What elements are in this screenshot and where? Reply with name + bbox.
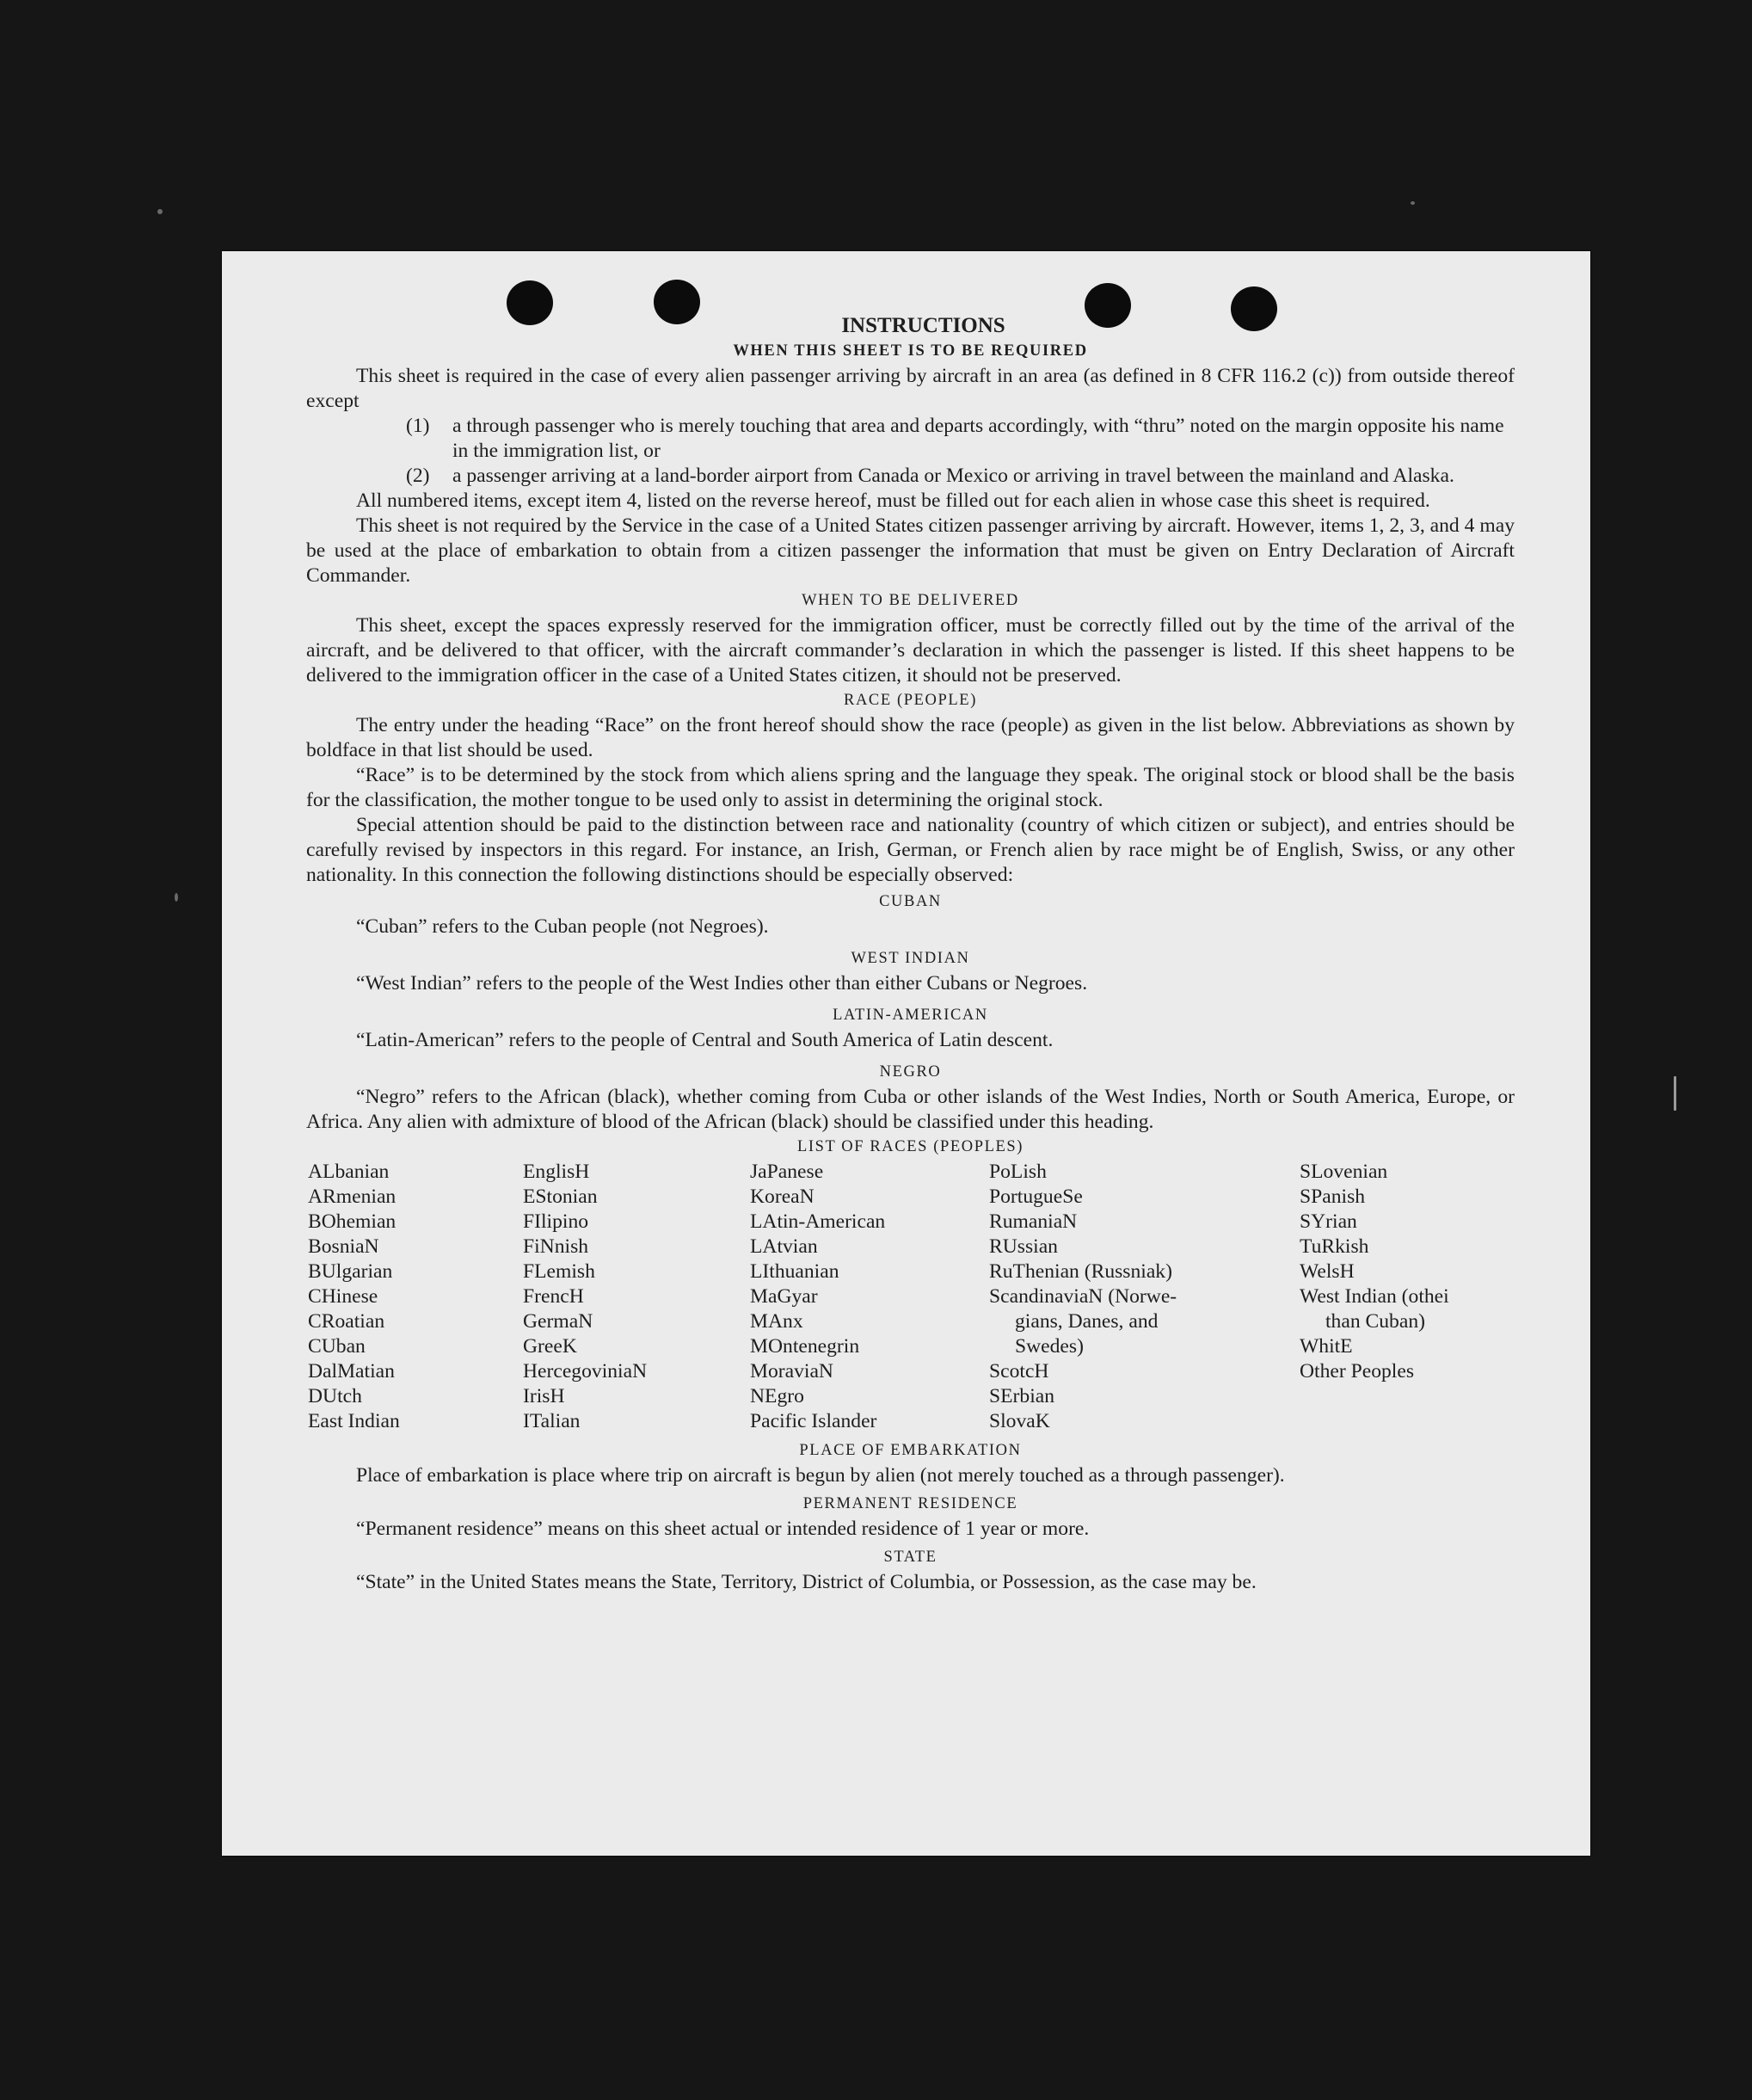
- race-entry: SlovaK: [989, 1410, 1050, 1432]
- race-list: [306, 1160, 1515, 1438]
- paragraph-race-definition: “Race” is to be determined by the stock from which aliens spring and the language they speak. The original stock or blood shall be the basis for the classification, the mother tongue to be used only to assist in determining the original stock.: [306, 764, 1515, 811]
- section-heading-when-required: WHEN THIS SHEET IS TO BE REQUIRED: [733, 342, 1088, 360]
- section-heading-residence: PERMANENT RESIDENCE: [802, 1495, 1018, 1512]
- section-heading-cuban: CUBAN: [879, 893, 942, 910]
- race-entry: ITalian: [523, 1410, 581, 1432]
- race-entry: FiNnish: [523, 1235, 589, 1258]
- race-entry: FIlipino: [523, 1210, 589, 1233]
- race-entry: West Indian (othei: [1300, 1285, 1449, 1308]
- exception-item-1: [306, 414, 1515, 464]
- race-entry: SLovenian: [1300, 1161, 1388, 1183]
- scan-speck: [175, 893, 178, 902]
- paragraph-numbered-items: All numbered items, except item 4, listed on the reverse hereof, must be filled out for each alien in whose case this sheet is required.: [356, 490, 1430, 512]
- scan-speck: [157, 209, 163, 214]
- exception-number: (1): [406, 415, 430, 437]
- race-entry: BOhemian: [308, 1210, 397, 1233]
- race-entry: SYrian: [1300, 1210, 1357, 1233]
- paragraph-cuban: “Cuban” refers to the Cuban people (not Negroes).: [356, 915, 769, 938]
- paragraph-west-indian: “West Indian” refers to the people of the West Indies other than either Cubans or Negroes.: [356, 972, 1088, 995]
- race-entry: BosniaN: [308, 1235, 379, 1258]
- race-entry: than Cuban): [1325, 1310, 1425, 1333]
- race-entry: KoreaN: [750, 1185, 815, 1208]
- race-entry: FLemish: [523, 1260, 595, 1283]
- race-entry: gians, Danes, and: [1015, 1310, 1159, 1333]
- race-entry: WhitE: [1300, 1335, 1353, 1358]
- race-entry: ScandinaviaN (Norwe-: [989, 1285, 1177, 1308]
- exception-text: a passenger arriving at a land-border airport from Canada or Mexico or arriving in travel between the mainland and Alaska.: [452, 465, 1454, 487]
- race-entry: HercegoviniaN: [523, 1360, 648, 1383]
- race-entry: LAtvian: [750, 1235, 818, 1258]
- exception-item-2: [306, 464, 1515, 489]
- paragraph-embarkation: Place of embarkation is place where trip on aircraft is begun by alien (not merely touched as a through passenger).: [356, 1464, 1285, 1487]
- paragraph-race-entry: The entry under the heading “Race” on the front hereof should show the race (people) as given in the list below. Abbreviations as shown by boldface in that list should be used.: [306, 714, 1515, 761]
- race-column-3: [750, 1160, 885, 1434]
- section-heading-state: STATE: [883, 1549, 937, 1566]
- document-sheet: [222, 251, 1590, 1856]
- race-entry: ALbanian: [308, 1161, 390, 1183]
- page-title: INSTRUCTIONS: [841, 314, 1005, 337]
- section-heading-west-indian: WEST INDIAN: [851, 950, 970, 967]
- instructions-content: [306, 313, 1515, 1595]
- scan-speck: [1674, 1076, 1676, 1111]
- exception-number: (2): [406, 465, 430, 487]
- race-entry: ScotcH: [989, 1360, 1049, 1383]
- race-entry: ARmenian: [308, 1185, 397, 1208]
- paragraph-citizen: This sheet is not required by the Service in the case of a United States citizen passenger arriving by aircraft. However, items 1, 2, 3, and 4 may be used at the place of embarkation to obtain from a citizen passenger the information that must be given on Entry Declaration of Aircraft Commander.: [306, 514, 1515, 587]
- race-entry: Other Peoples: [1300, 1360, 1415, 1383]
- race-entry: RumaniaN: [989, 1210, 1078, 1233]
- race-entry: BUlgarian: [308, 1260, 393, 1283]
- section-heading-race: RACE (PEOPLE): [844, 692, 977, 709]
- paragraph-latin-american: “Latin-American” refers to the people of Central and South America of Latin descent.: [356, 1029, 1054, 1051]
- race-entry: DUtch: [308, 1385, 362, 1407]
- race-entry: SErbian: [989, 1385, 1055, 1407]
- paragraph-state: “State” in the United States means the State, Territory, District of Columbia, or Possession, as the case may be.: [356, 1571, 1257, 1593]
- race-column-4: [989, 1160, 1177, 1434]
- race-column-5: [1300, 1160, 1449, 1384]
- race-entry: WelsH: [1300, 1260, 1355, 1283]
- race-entry: EStonian: [523, 1185, 598, 1208]
- race-entry: PortugueSe: [989, 1185, 1083, 1208]
- race-entry: LIthuanian: [750, 1260, 839, 1283]
- race-entry: PoLish: [989, 1161, 1047, 1183]
- race-entry: RuThenian (Russniak): [989, 1260, 1172, 1283]
- race-entry: MaGyar: [750, 1285, 818, 1308]
- race-entry: CUban: [308, 1335, 366, 1358]
- race-entry: DalMatian: [308, 1360, 395, 1383]
- section-heading-when-delivered: WHEN TO BE DELIVERED: [802, 592, 1019, 609]
- race-entry: NEgro: [750, 1385, 804, 1407]
- section-heading-negro: NEGRO: [879, 1063, 942, 1081]
- race-entry: Pacific Islander: [750, 1410, 877, 1432]
- section-heading-latin-american: LATIN-AMERICAN: [833, 1007, 988, 1024]
- race-entry: TuRkish: [1300, 1235, 1369, 1258]
- section-heading-embarkation: PLACE OF EMBARKATION: [799, 1442, 1022, 1459]
- paragraph-race-nationality: Special attention should be paid to the distinction between race and nationality (country of which citizen or subject), and entries should be carefully revised by inspectors in this regard. For instance, an Irish, German, or French alien by race might be of English, Swiss, or any other nationality. In this connection the following distinctions should be especially observed:: [306, 814, 1515, 886]
- paragraph-negro: “Negro” refers to the African (black), whether coming from Cuba or other islands of the West Indies, North or South America, Europe, or Africa. Any alien with admixture of blood of the African (black) should be classified under this heading.: [306, 1086, 1515, 1133]
- race-entry: GreeK: [523, 1335, 577, 1358]
- race-column-2: [523, 1160, 647, 1434]
- race-entry: CHinese: [308, 1285, 378, 1308]
- section-heading-list-of-races: LIST OF RACES (PEOPLES): [796, 1138, 1024, 1155]
- race-entry: JaPanese: [750, 1161, 824, 1183]
- race-entry: GermaN: [523, 1310, 593, 1333]
- paragraph-residence: “Permanent residence” means on this sheet actual or intended residence of 1 year or more.: [356, 1518, 1090, 1540]
- race-entry: LAtin-American: [750, 1210, 886, 1233]
- race-entry: FrencH: [523, 1285, 584, 1308]
- scan-speck: [1411, 201, 1415, 205]
- exception-text: a through passenger who is merely touching that area and departs accordingly, with “thru” noted on the margin opposite his name in the immigration list, or: [452, 415, 1504, 462]
- paragraph-delivery: This sheet, except the spaces expressly reserved for the immigration officer, must be correctly filled out by the time of the arrival of the aircraft, and be delivered to that officer, with the aircraft commander’s declaration in which the passenger is listed. If this sheet happens to be delivered to the immigration officer in the case of a United States citizen, it should not be preserved.: [306, 614, 1515, 687]
- race-column-1: [308, 1160, 400, 1434]
- race-entry: MoraviaN: [750, 1360, 833, 1383]
- race-entry: MOntenegrin: [750, 1335, 860, 1358]
- race-entry: IrisH: [523, 1385, 565, 1407]
- race-entry: MAnx: [750, 1310, 803, 1333]
- race-entry: Swedes): [1015, 1335, 1084, 1358]
- race-entry: CRoatian: [308, 1310, 385, 1333]
- paragraph-required-intro: This sheet is required in the case of every alien passenger arriving by aircraft in an area (as defined in 8 CFR 116.2 (c)) from outside thereof except: [306, 365, 1515, 412]
- race-entry: EnglisH: [523, 1161, 590, 1183]
- race-entry: SPanish: [1300, 1185, 1366, 1208]
- race-entry: RUssian: [989, 1235, 1058, 1258]
- race-entry: East Indian: [308, 1410, 400, 1432]
